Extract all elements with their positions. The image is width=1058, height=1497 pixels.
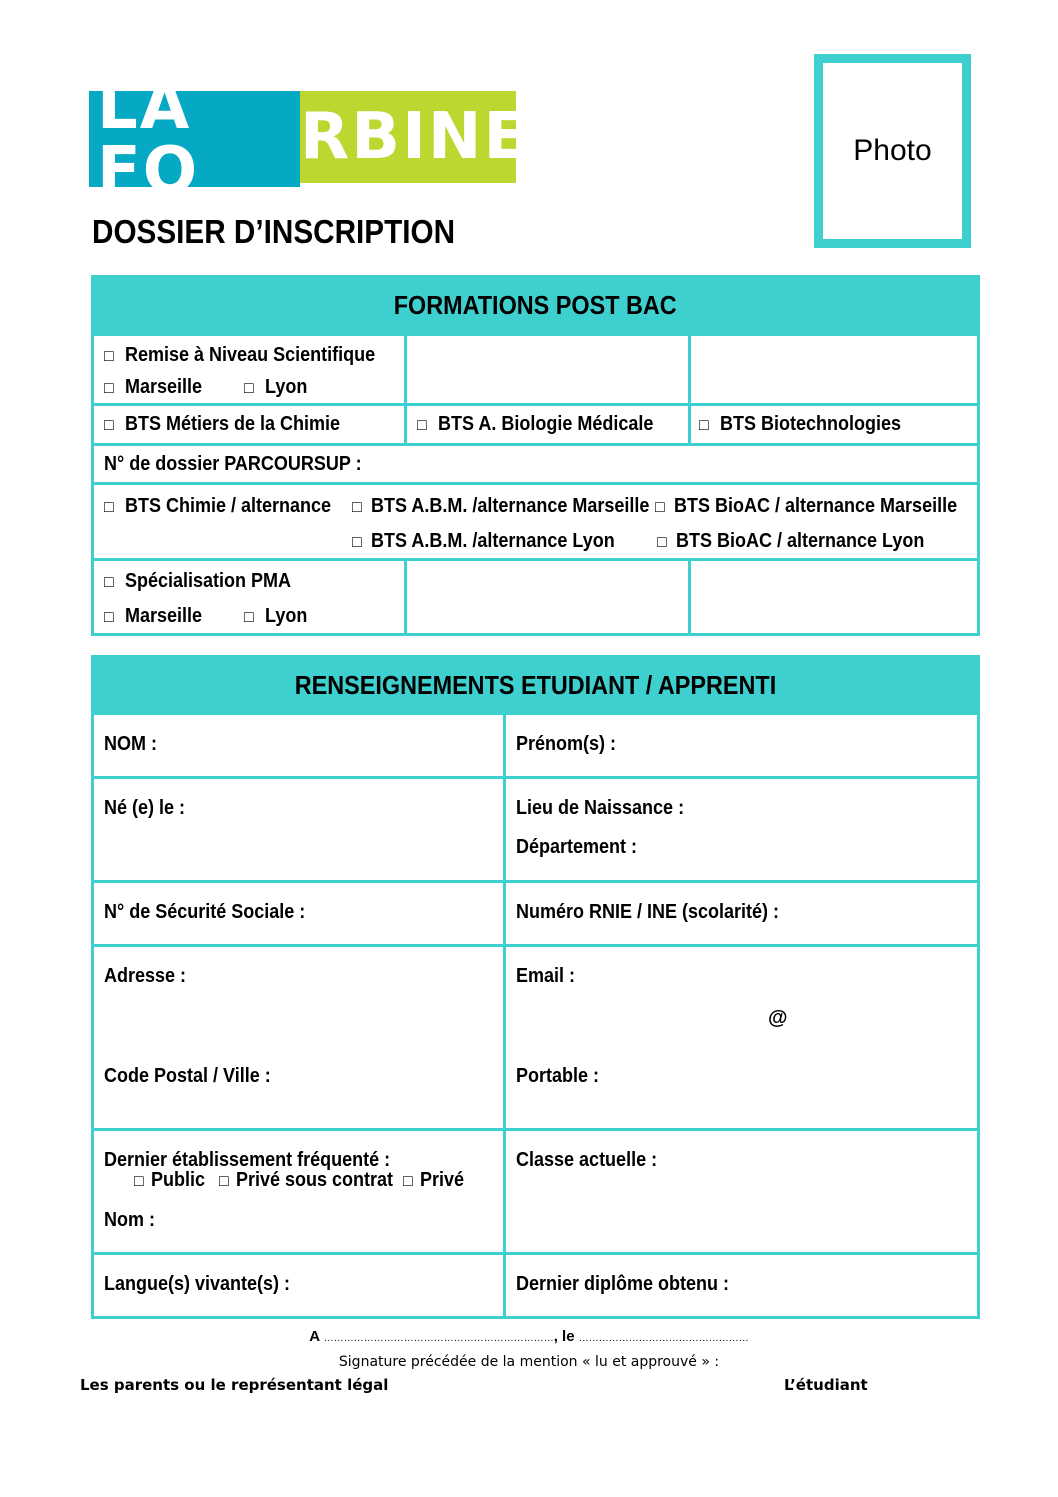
email-label: Email : [516,965,576,987]
dernier-etab-label: Dernier établissement fréquenté : [104,1149,391,1171]
prive-contrat-checkbox[interactable]: □ [219,1173,229,1190]
alt-abm-marseille-label: BTS A.B.M. /alternance Marseille [371,495,650,517]
photo-label: Photo [853,134,932,167]
pma-lyon-label: Lyon [265,605,308,627]
prive-label: Privé [420,1169,465,1191]
remise-lyon-checkbox[interactable]: □ [244,380,254,397]
nom-etab-label: Nom : [104,1209,156,1231]
remise-marseille-checkbox[interactable]: □ [104,380,114,397]
bts-biotech-cell [690,405,979,445]
bts-biotech-checkbox[interactable]: □ [699,417,709,434]
nom-label: NOM : [104,733,158,755]
alt-bioac-marseille-checkbox[interactable]: □ [655,499,665,516]
logo [89,70,530,208]
rnie-label: Numéro RNIE / INE (scolarité) : [516,901,780,923]
classe-label: Classe actuelle : [516,1149,658,1171]
date-dots[interactable]: …………………………………………… [578,1333,749,1344]
remise-cell [93,335,406,405]
classe-field[interactable] [505,1130,979,1254]
pma-lyon-checkbox[interactable]: □ [244,609,254,626]
formations-header: FORMATIONS POST BAC [93,277,979,335]
ne-le-label: Né (e) le : [104,797,186,819]
le-label: , le [553,1328,575,1345]
empty-cell [690,335,979,405]
alt-chimie-checkbox[interactable]: □ [104,499,114,516]
nom-field[interactable] [93,714,505,778]
pma-marseille-checkbox[interactable]: □ [104,609,114,626]
place-dots[interactable]: …………………………………………………………… [323,1333,554,1344]
signature-place-date [0,1328,1058,1345]
bts-chimie-label: BTS Métiers de la Chimie [125,413,341,435]
bts-abm-checkbox[interactable]: □ [417,417,427,434]
alt-abm-lyon-checkbox[interactable]: □ [352,534,362,551]
formations-table [91,275,980,636]
empty-cell [406,335,690,405]
alt-abm-lyon-label: BTS A.B.M. /alternance Lyon [371,530,615,552]
departement-label: Département : [516,836,638,858]
langues-label: Langue(s) vivante(s) : [104,1273,291,1295]
alt-chimie-label: BTS Chimie / alternance [125,495,332,517]
email-field[interactable] [505,946,979,1130]
bts-chimie-cell [93,405,406,445]
lieu-naissance-label: Lieu de Naissance : [516,797,685,819]
pma-cell [93,560,406,635]
pma-marseille-label: Marseille [125,605,203,627]
portable-label: Portable : [516,1065,600,1087]
adresse-field[interactable] [93,946,505,1130]
photo-box [814,54,971,248]
alt-bioac-marseille-label: BTS BioAC / alternance Marseille [674,495,958,517]
empty-cell [690,560,979,635]
alt-bioac-lyon-label: BTS BioAC / alternance Lyon [676,530,925,552]
secu-field[interactable] [93,882,505,946]
prenom-field[interactable] [505,714,979,778]
parcoursup-label: N° de dossier PARCOURSUP : [104,452,362,475]
remise-marseille-label: Marseille [125,376,203,398]
remise-lyon-label: Lyon [265,376,308,398]
etudiant-table [91,655,980,1319]
logo-right-part: RBINE [300,91,520,187]
code-postal-label: Code Postal / Ville : [104,1065,271,1087]
rnie-field[interactable] [505,882,979,946]
ne-le-field[interactable] [93,778,505,882]
pma-checkbox[interactable]: □ [104,574,114,591]
bts-chimie-checkbox[interactable]: □ [104,417,114,434]
langues-field[interactable] [93,1254,505,1318]
bts-biotech-label: BTS Biotechnologies [720,413,902,435]
signature-etudiant: L’étudiant [784,1376,868,1394]
diplome-field[interactable] [505,1254,979,1318]
public-label: Public [151,1169,206,1191]
prive-checkbox[interactable]: □ [403,1173,413,1190]
logo-left-part: LA FO [89,91,300,187]
bts-abm-cell [406,405,690,445]
signature-parents: Les parents ou le représentant légal [80,1376,389,1394]
empty-cell [406,560,690,635]
a-label: A [309,1328,320,1345]
diplome-label: Dernier diplôme obtenu : [516,1273,730,1295]
alt-bioac-lyon-checkbox[interactable]: □ [657,534,667,551]
pma-label: Spécialisation PMA [125,570,292,592]
bts-abm-label: BTS A. Biologie Médicale [438,413,654,435]
etudiant-header: RENSEIGNEMENTS ETUDIANT / APPRENTI [93,657,979,714]
lieu-naissance-field[interactable] [505,778,979,882]
dernier-etab-field[interactable] [93,1130,505,1254]
adresse-label: Adresse : [104,965,187,987]
alternance-cell [93,484,979,560]
page-title: DOSSIER D’INSCRIPTION [92,213,456,250]
remise-checkbox[interactable]: □ [104,348,114,365]
remise-label: Remise à Niveau Scientifique [125,344,376,366]
prenom-label: Prénom(s) : [516,733,617,755]
at-sign: @ [768,1007,788,1029]
prive-contrat-label: Privé sous contrat [236,1169,394,1191]
signature-note: Signature précédée de la mention « lu et approuvé » : [338,1354,720,1370]
alt-abm-marseille-checkbox[interactable]: □ [352,499,362,516]
public-checkbox[interactable]: □ [134,1173,144,1190]
secu-label: N° de Sécurité Sociale : [104,901,306,923]
parcoursup-cell[interactable] [93,445,979,484]
